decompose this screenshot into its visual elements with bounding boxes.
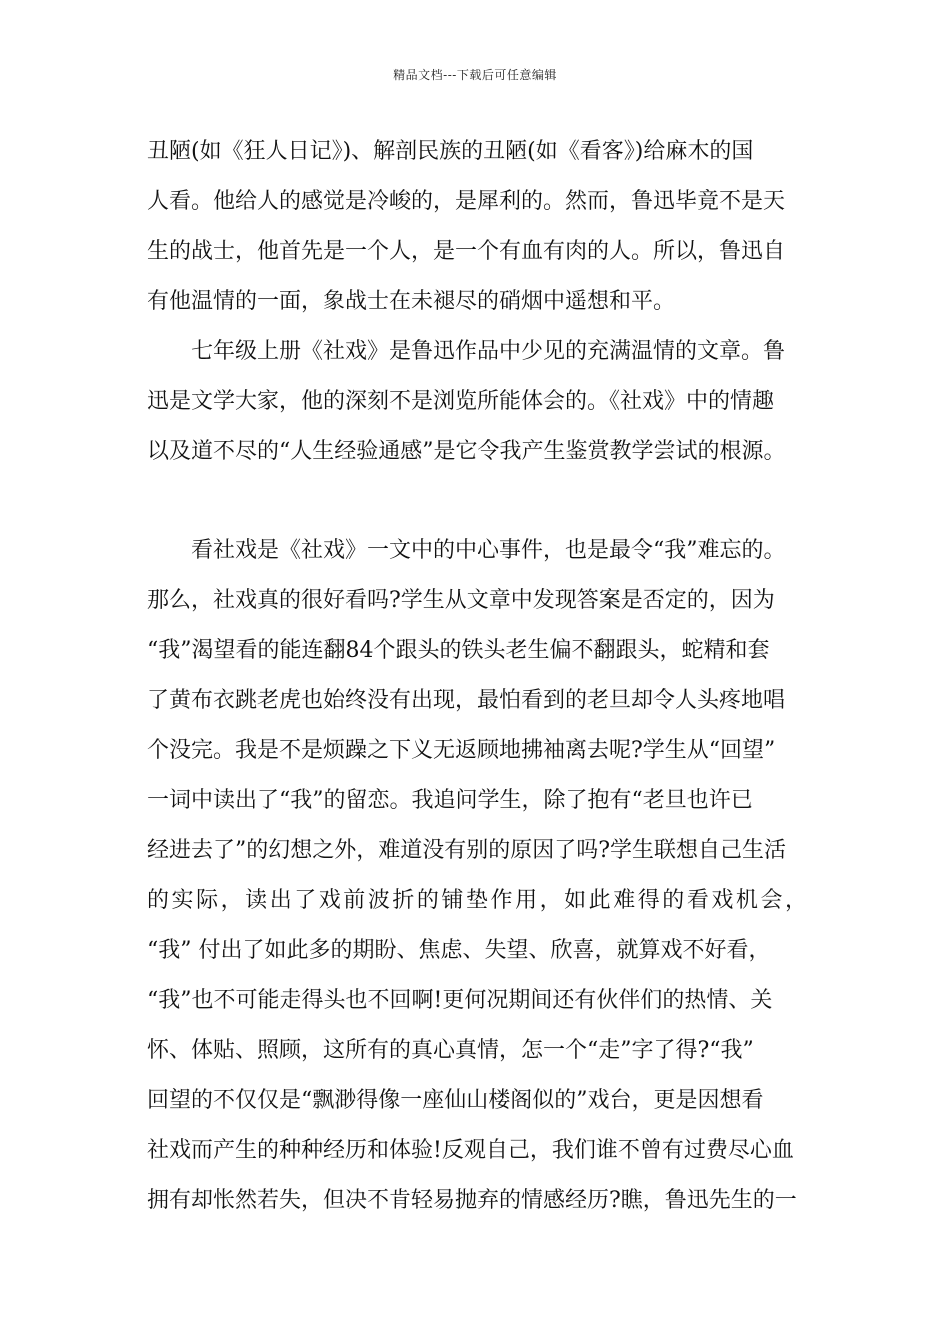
text-line: 个没完。我是不是烦躁之下义无返顾地拂袖离去呢?学生从“回望”: [147, 738, 776, 763]
paragraph-1: [147, 134, 837, 334]
text-line: 拥有却怅然若失，但决不肯轻易抛弃的情感经历?瞧，鲁迅先生的一: [147, 1188, 797, 1213]
text-line: “我”也不可能走得头也不回啊!更何况期间还有伙伴们的热情、关: [147, 988, 773, 1013]
text-line: 看社戏是《社戏》一文中的中心事件，也是最令“我”难忘的。: [191, 538, 786, 563]
text-line: “我” 付出了如此多的期盼、焦虑、失望、欣喜，就算戏不好看，: [147, 938, 771, 963]
text-line: 回望的不仅仅是“飘渺得像一座仙山楼阁似的”戏台，更是因想看: [147, 1088, 764, 1113]
paragraph-2: [147, 334, 837, 484]
text-line: 经进去了”的幻想之外，难道没有别的原因了吗?学生联想自己生活: [147, 838, 787, 863]
text-line: 生的战士，他首先是一个人，是一个有血有肉的人。所以，鲁迅自: [147, 239, 786, 264]
text-line: 那么，社戏真的很好看吗?学生从文章中发现答案是否定的，因为: [147, 588, 775, 613]
text-line: 迅是文学大家，他的深刻不是浏览所能体会的。《社戏》中的情趣: [147, 389, 775, 414]
text-line: 有他温情的一面，象战士在未褪尽的硝烟中遥想和平。: [147, 289, 676, 314]
text-line: 一词中读出了“我”的留恋。我追问学生，除了抱有“老旦也许已: [147, 788, 753, 813]
text-line: 的实际，读出了戏前波折的铺垫作用，如此难得的看戏机会，: [147, 888, 807, 913]
text-line: 了黄布衣跳老虎也始终没有出现，最怕看到的老旦却令人头疼地唱: [147, 688, 786, 713]
document-body: [147, 134, 837, 1233]
paragraph-3: [147, 533, 837, 1233]
text-line: 丑陋(如《狂人日记》)、解剖民族的丑陋(如《看客》)给麻木的国: [147, 139, 754, 164]
page-header: 精品文档---下载后可任意编辑: [393, 68, 557, 82]
text-line: 怀、体贴、照顾，这所有的真心真情，怎一个“走”字了得?“我”: [147, 1038, 754, 1063]
text-line: 社戏而产生的种种经历和体验!反观自己，我们谁不曾有过费尽心血: [147, 1138, 794, 1163]
text-line: 人看。他给人的感觉是冷峻的，是犀利的。然而，鲁迅毕竟不是天: [147, 189, 786, 214]
text-line: 以及道不尽的“人生经验通感”是它令我产生鉴赏教学尝试的根源。: [147, 439, 786, 464]
text-line: 七年级上册《社戏》是鲁迅作品中少见的充满温情的文章。鲁: [191, 339, 786, 364]
paragraph-gap: [147, 484, 837, 533]
text-line: “我”渴望看的能连翻84个跟头的铁头老生偏不翻跟头，蛇精和套: [147, 638, 770, 663]
